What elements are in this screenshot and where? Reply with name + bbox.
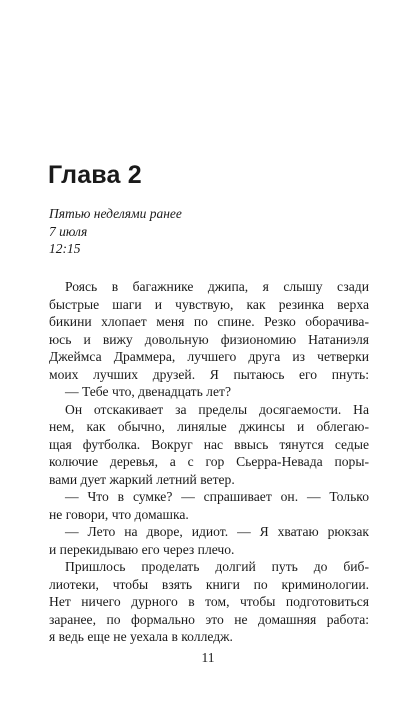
epigraph — [49, 205, 182, 258]
text-line: вами дует жаркий летний ветер. — [49, 471, 235, 487]
text-line: заранее, по формально это не домашняя работа: — [49, 611, 369, 627]
dialogue-line: — Тебе что, двенадцать лет? — [65, 384, 231, 399]
chapter-title: Глава 2 — [48, 161, 142, 189]
text-line: бикини хлопает меня по спине. Резко оборачива- — [49, 314, 369, 329]
text-line: моих лучших друзей. Я пытаюсь его пнуть: — [49, 366, 369, 382]
text-line: я ведь еще не уехала в колледж. — [49, 629, 233, 644]
text-line: щая футболка. Вокруг нас ввысь тянутся седые — [49, 436, 369, 452]
dialogue-line: — Лето на дворе, идиот. — Я хватаю рюкзак — [65, 524, 369, 539]
text-line: не говори, что домашка. — [49, 506, 189, 522]
epigraph-date: 7 июля — [49, 223, 88, 239]
dialogue-line: — Что в сумке? — спрашивает он. — Только — [65, 489, 369, 504]
text-line: юсь и вижу довольную физиономию Натаниэля — [49, 331, 369, 347]
epigraph-timeframe: Пятью неделями ранее — [49, 206, 182, 221]
text-line: Нет ничего дурного в том, чтобы подготовиться — [49, 594, 369, 609]
text-line: Роясь в багажнике джипа, я слышу сзади — [65, 279, 369, 294]
text-line: Он отскакивает за пределы досягаемости. На — [65, 401, 369, 417]
page-number: 11 — [201, 650, 215, 665]
epigraph-time: 12:15 — [49, 241, 81, 256]
text-line: колючие деревья, а с гор Сьерра-Невада поры- — [49, 454, 369, 469]
text-line: Джеймса Драммера, лучшего друга из четверки — [49, 349, 369, 364]
text-line: и перекидываю его через плечо. — [49, 541, 235, 557]
text-line: быстрые шаги и чувствую, как резинка верха — [49, 296, 369, 312]
body-text — [49, 278, 369, 646]
text-line: Пришлось проделать долгий путь до биб- — [65, 559, 369, 574]
text-line: лиотеки, чтобы взять книги по криминологии. — [49, 576, 369, 592]
text-line: нем, как обычно, линялые джинсы и облегаю- — [49, 419, 369, 434]
